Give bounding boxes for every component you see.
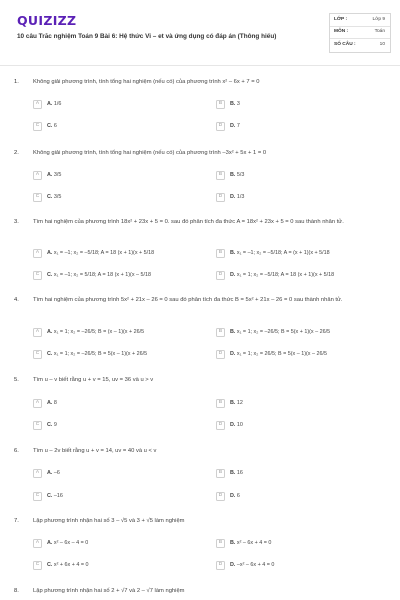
option-text: B. x² – 6x + 4 = 0 [230, 539, 272, 546]
option-marker: A [33, 399, 42, 408]
option-b[interactable] [216, 169, 244, 181]
option-text: D. 6 [230, 492, 240, 499]
option-a[interactable] [33, 537, 88, 549]
option-d[interactable] [216, 490, 240, 502]
question-number: 5. [14, 377, 19, 383]
option-marker: A [33, 469, 42, 478]
option-text: A. 8 [47, 399, 57, 406]
option-d[interactable] [216, 348, 327, 360]
question-number: 1. [14, 79, 19, 85]
meta-row-subject [330, 27, 390, 40]
option-d[interactable] [216, 269, 334, 281]
option-marker: C [33, 122, 42, 131]
meta-info-box [329, 13, 391, 53]
option-marker: C [33, 561, 42, 570]
option-text: B. x₁ = –1; x₂ = –5/18; A = (x + 1)(x + 5/18 [230, 249, 330, 256]
question-5 [0, 377, 400, 435]
option-text: D. –x² – 6x + 4 = 0 [230, 561, 275, 568]
option-c[interactable] [33, 269, 151, 281]
option-marker: B [216, 171, 225, 180]
meta-subject-label: MÔN : [334, 29, 349, 35]
meta-subject-value: Toán [374, 29, 385, 35]
header-divider [0, 65, 400, 66]
meta-count-value: 10 [379, 42, 385, 48]
option-marker: A [33, 539, 42, 548]
option-marker: C [33, 421, 42, 430]
option-c[interactable] [33, 348, 147, 360]
option-text: A. 1/6 [47, 100, 62, 107]
question-number: 4. [14, 297, 19, 303]
question-text: Lập phương trình nhận hai số 2 + √7 và 2 – √7 làm nghiệm [33, 588, 185, 594]
option-text: B. 5/3 [230, 171, 245, 178]
option-c[interactable] [33, 490, 63, 502]
meta-class-value: Lớp 9 [372, 16, 385, 22]
option-d[interactable] [216, 120, 240, 132]
option-text: D. x₁ = 1; x₂ = –5/18; A = 18 (x + 1)(x + 5/18 [230, 271, 335, 278]
question-number: 3. [14, 219, 19, 225]
option-c[interactable] [33, 120, 57, 132]
meta-row-class [330, 14, 390, 27]
option-text: D. 1/3 [230, 193, 245, 200]
option-c[interactable] [33, 419, 57, 431]
option-text: D. 10 [230, 421, 243, 428]
option-a[interactable] [33, 397, 57, 409]
option-marker: B [216, 469, 225, 478]
option-c[interactable] [33, 191, 61, 203]
option-b[interactable] [216, 326, 330, 338]
question-1 [0, 79, 400, 137]
question-number: 6. [14, 448, 19, 454]
document-title: 10 câu Trắc nghiệm Toán 9 Bài 6: Hệ thức Vi – et và ứng dụng có đáp án (Thông hiểu) [17, 33, 277, 40]
option-d[interactable] [216, 191, 244, 203]
option-marker: C [33, 271, 42, 280]
option-marker: B [216, 399, 225, 408]
question-text: Không giải phương trình, tính tổng hai nghiệm (nếu có) của phương trình –3x² + 5x + 1 = 0 [33, 150, 267, 156]
option-marker: A [33, 100, 42, 109]
meta-class-label: LỚP : [334, 16, 348, 22]
option-marker: D [216, 350, 225, 359]
option-marker: A [33, 171, 42, 180]
question-number: 2. [14, 150, 19, 156]
option-text: C. –16 [47, 492, 63, 499]
option-marker: D [216, 193, 225, 202]
option-text: B. 3 [230, 100, 240, 107]
option-text: C. 3/5 [47, 193, 62, 200]
question-6 [0, 448, 400, 506]
option-text: B. 12 [230, 399, 243, 406]
option-a[interactable] [33, 467, 60, 479]
question-2 [0, 150, 400, 208]
option-marker: B [216, 328, 225, 337]
option-marker: C [33, 492, 42, 501]
option-marker: D [216, 271, 225, 280]
question-7 [0, 518, 400, 576]
question-text: Tìm hai nghiệm của phương trình 5x² + 21x – 26 = 0 sau đó phân tích đa thức B = 5x² + 21x – 26 = 0 sau thành nhân tử. [33, 297, 343, 303]
option-text: D. 7 [230, 122, 240, 129]
quizizz-logo: QUIZIZZ [17, 13, 77, 28]
option-text: B. 16 [230, 469, 243, 476]
option-b[interactable] [216, 397, 243, 409]
option-text: C. x₁ = 1; x₂ = –26/5; B = 5(x – 1)(x + 26/5 [47, 350, 148, 357]
question-text: Tìm u – v biết rằng u + v = 15, uv = 36 và u > v [33, 377, 154, 383]
option-a[interactable] [33, 169, 61, 181]
option-c[interactable] [33, 559, 89, 571]
page-header [0, 0, 400, 62]
question-number: 7. [14, 518, 19, 524]
option-text: C. x₁ = –1; x₂ = 5/18; A = 18 (x + 1)(x – 5/18 [47, 271, 152, 278]
option-d[interactable] [216, 559, 274, 571]
option-a[interactable] [33, 98, 61, 110]
option-text: D. x₁ = 1; x₂ = 26/5; B = 5(x – 1)(x – 26/5 [230, 350, 327, 357]
option-marker: A [33, 249, 42, 258]
option-marker: D [216, 492, 225, 501]
question-4 [0, 297, 400, 363]
option-marker: B [216, 249, 225, 258]
question-text: Lập phương trình nhận hai số 3 – √5 và 3 + √5 làm nghiệm [33, 518, 185, 524]
option-text: C. 9 [47, 421, 57, 428]
option-marker: D [216, 122, 225, 131]
option-a[interactable] [33, 247, 154, 259]
option-text: C. x² + 6x + 4 = 0 [47, 561, 89, 568]
option-marker: B [216, 100, 225, 109]
option-text: A. x₁ = 1; x₂ = –26/5; B = (x – 1)(x + 26/5 [47, 328, 145, 335]
option-b[interactable] [216, 537, 271, 549]
question-3 [0, 219, 400, 285]
question-text: Tìm u – 2v biết rằng u + v = 14, uv = 40 và u < v [33, 448, 157, 454]
option-marker: A [33, 328, 42, 337]
question-number: 8. [14, 588, 19, 594]
meta-count-label: SỐ CÂU : [334, 42, 356, 48]
option-marker: D [216, 561, 225, 570]
option-b[interactable] [216, 98, 240, 110]
option-marker: D [216, 421, 225, 430]
option-marker: C [33, 193, 42, 202]
option-d[interactable] [216, 419, 243, 431]
option-text: A. x₁ = –1; x₂ = –5/18; A = 18 (x + 1)(x + 5/18 [47, 249, 155, 256]
option-b[interactable] [216, 467, 243, 479]
option-marker: B [216, 539, 225, 548]
option-b[interactable] [216, 247, 330, 259]
question-8 [0, 588, 400, 598]
option-a[interactable] [33, 326, 144, 338]
option-text: A. –6 [47, 469, 60, 476]
option-marker: C [33, 350, 42, 359]
option-text: A. x² – 6x – 4 = 0 [47, 539, 89, 546]
question-text: Không giải phương trình, tính tổng hai nghiệm (nếu có) của phương trình x² – 6x + 7 = 0 [33, 79, 260, 85]
question-text: Tìm hai nghiệm của phương trình 18x² + 23x + 5 = 0. sau đó phân tích đa thức A = 18x² + 23x + 5 = 0 sau thành nhân tử. [33, 219, 344, 225]
option-text: A. 3/5 [47, 171, 62, 178]
option-text: C. 6 [47, 122, 57, 129]
option-text: B. x₁ = 1; x₂ = –26/5; B = 5(x + 1)(x – 26/5 [230, 328, 331, 335]
meta-row-count [330, 39, 390, 52]
